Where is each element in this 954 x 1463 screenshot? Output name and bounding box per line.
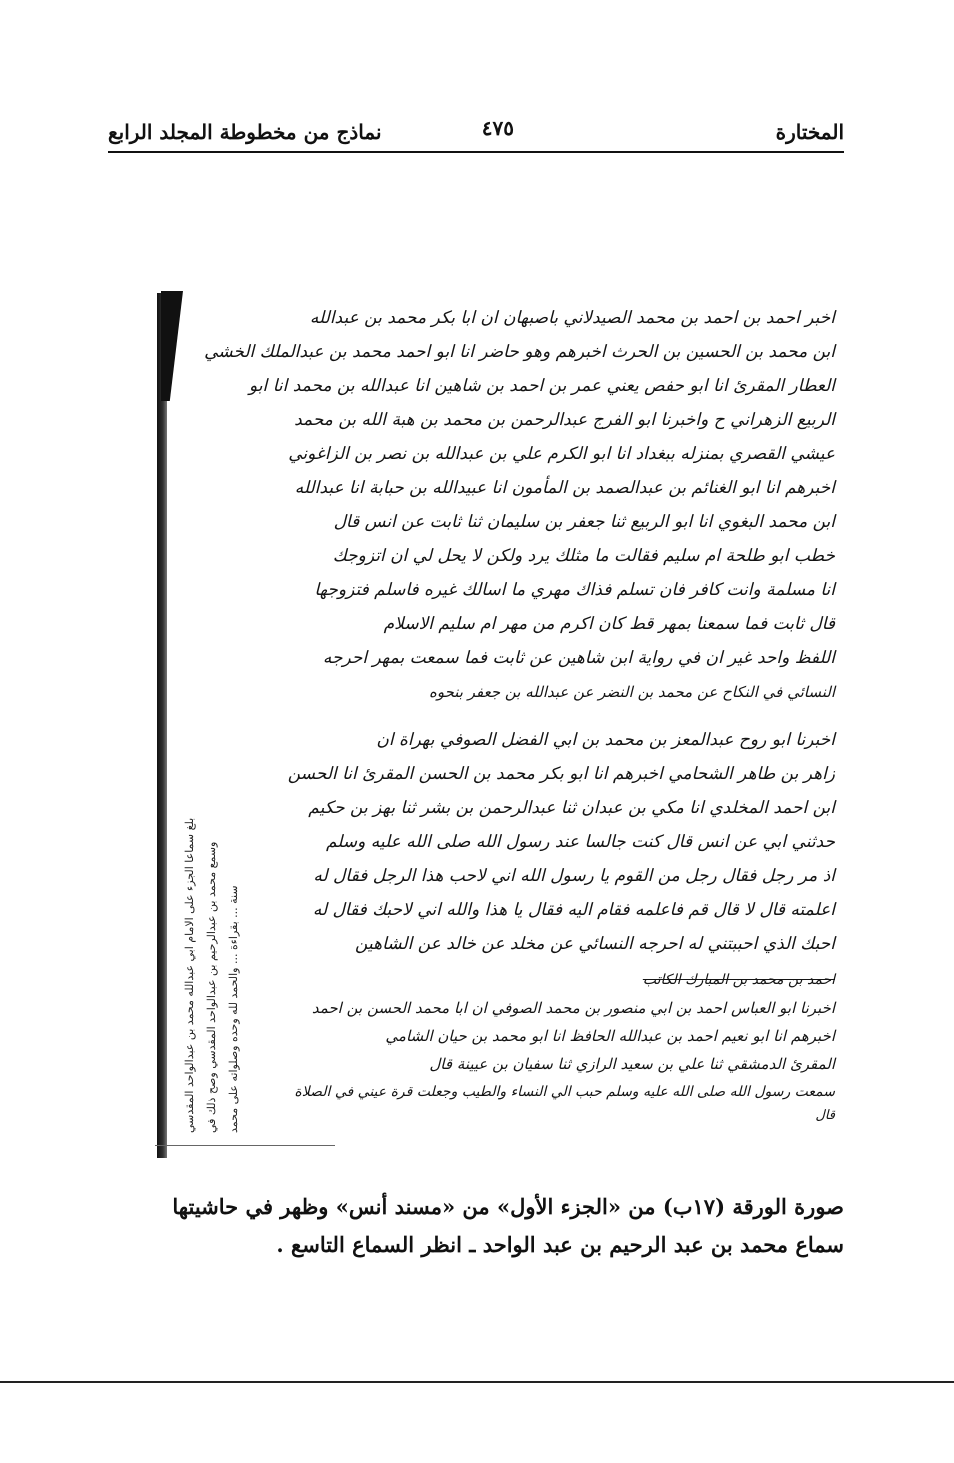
- manuscript-line: ابن محمد بن الحسين بن الحرث اخبرهم وهو حاضر انا ابو احمد محمد بن عبدالملك الخشي: [204, 342, 835, 362]
- manuscript-line: اخبرهم انا ابو نعيم احمد بن عبدالله الحافظ انا ابو محمد بن حيان الشامي: [385, 1027, 835, 1045]
- manuscript-bottom-edge: [155, 1145, 335, 1146]
- manuscript-line: عيشي القصري بمنزله ببغداد انا ابو الكرم علي بن عبدالله بن نصر بن الزاغوني: [288, 444, 835, 464]
- manuscript-line: خطب ابو طلحة ام سليم فقالت ما مثلك يرد ولكن لا يحل لي ان اتزوجك: [332, 546, 835, 566]
- caption-line: صورة الورقة (١٧ب) من «الجزء الأول» من «مسند أنس» وظهر في حاشيتها: [172, 1194, 844, 1219]
- margin-note: بلغ سماعا الجزء على الامام ابي عبدالله محمد بن عبدالواحد المقدسي: [183, 817, 196, 1133]
- page-bottom-rule: [0, 1381, 954, 1383]
- manuscript-line: اخبر احمد بن احمد بن محمد الصيدلاني باصبهان ان ابا بكر محمد بن عبدالله: [309, 308, 835, 328]
- manuscript-line: اذ مر رجل فقال رجل من القوم يا رسول الله اني لاحب هذا الرجل فقال له: [313, 866, 835, 886]
- header-rule: [108, 151, 844, 153]
- manuscript-line: احمد بن محمد بن المبارك الكاتب: [642, 972, 835, 988]
- manuscript-line: احبك الذي احببتني له احرجه النسائي عن مخلد عن خالد عن الشاهين: [355, 934, 835, 954]
- book-title: المختارة: [775, 120, 844, 144]
- manuscript-line: قال: [815, 1108, 835, 1123]
- caption-line: سماع محمد بن عبد الرحيم بن عبد الواحد ـ انظر السماع التاسع .: [276, 1232, 844, 1257]
- manuscript-line: ابن احمد المخلدي انا مكي بن عبدان ثنا عبدالرحمن بن بشر ثنا بهز بن حكيم: [308, 798, 835, 818]
- manuscript-line: سمعت رسول الله صلى الله عليه وسلم حبب الي النساء والطيب وجعلت قرة عيني في الصلاة: [294, 1084, 835, 1100]
- margin-note: سنة ... بقراءة ... والحمد لله وحده وصلواته على محمد: [227, 885, 240, 1133]
- section-title: نماذج من مخطوطة المجلد الرابع: [108, 120, 382, 144]
- manuscript-line: الربيع الزهراني ح واخبرنا ابو الفرج عبدالرحمن بن محمد بن هبة الله بن محمد: [294, 410, 835, 430]
- manuscript-line: اخبرهم انا ابو الغنائم بن عبدالصمد بن المأمون انا عبيدالله بن حبابة انا عبدالله: [294, 478, 835, 498]
- margin-note: وسمع محمد بن عبدالرحيم بن عبدالواحد المقدسي وصح ذلك في: [205, 841, 218, 1133]
- manuscript-line: المقرئ الدمشقي ثنا علي بن سعيد الرازي ثنا سفيان بن عيينة قال: [429, 1055, 835, 1073]
- manuscript-line: حدثني ابي عن انس قال كنت جالسا عند رسول الله صلى الله عليه وسلم: [325, 832, 835, 852]
- manuscript-image: [125, 283, 855, 1173]
- manuscript-line: قال ثابت فما سمعنا بمهر قط كان اكرم من مهر ام سليم الاسلام: [383, 614, 835, 634]
- manuscript-line: النسائي في النكاح عن محمد بن النضر عن عبدالله بن جعفر بنحوه: [428, 683, 835, 701]
- manuscript-line: اخبرنا ابو روح عبدالمعز بن محمد بن ابي الفضل الصوفي بهراة ان: [376, 730, 835, 750]
- manuscript-line: زاهر بن طاهر الشحامي اخبرهم انا ابو بكر محمد بن الحسن المقرئ انا الحسن: [287, 764, 835, 784]
- manuscript-line: انا مسلمة وانت كافر فان تسلم فذاك مهري ما اسالك غيره فاسلم فتزوجها: [314, 580, 835, 600]
- manuscript-line: العطار المقرئ انا ابو حفص يعني عمر بن احمد بن شاهين انا عبدالله بن محمد انا ابو: [249, 376, 835, 396]
- manuscript-line: اعلمته قال لا قال قم فاعلمه فقام اليه فقال يا هذا والله اني لاحبك فقال له: [312, 900, 835, 920]
- running-header: [108, 112, 844, 152]
- manuscript-line: اخبرنا ابو العباس احمد بن ابي منصور بن محمد الصوفي ان ابا محمد الحسن بن احمد: [311, 999, 835, 1017]
- manuscript-binding-edge: [157, 293, 167, 1158]
- page-number: ٤٧٥: [481, 116, 514, 140]
- figure-caption: [108, 1188, 844, 1264]
- manuscript-line: اللفظ واحد غير ان في رواية ابن شاهين عن ثابت فما سمعت بمهر احرجه: [322, 648, 835, 668]
- manuscript-line: ابن محمد البغوي انا ابو الربيع ثنا جعفر بن سليمان ثنا ثابت عن انس قال: [333, 512, 835, 532]
